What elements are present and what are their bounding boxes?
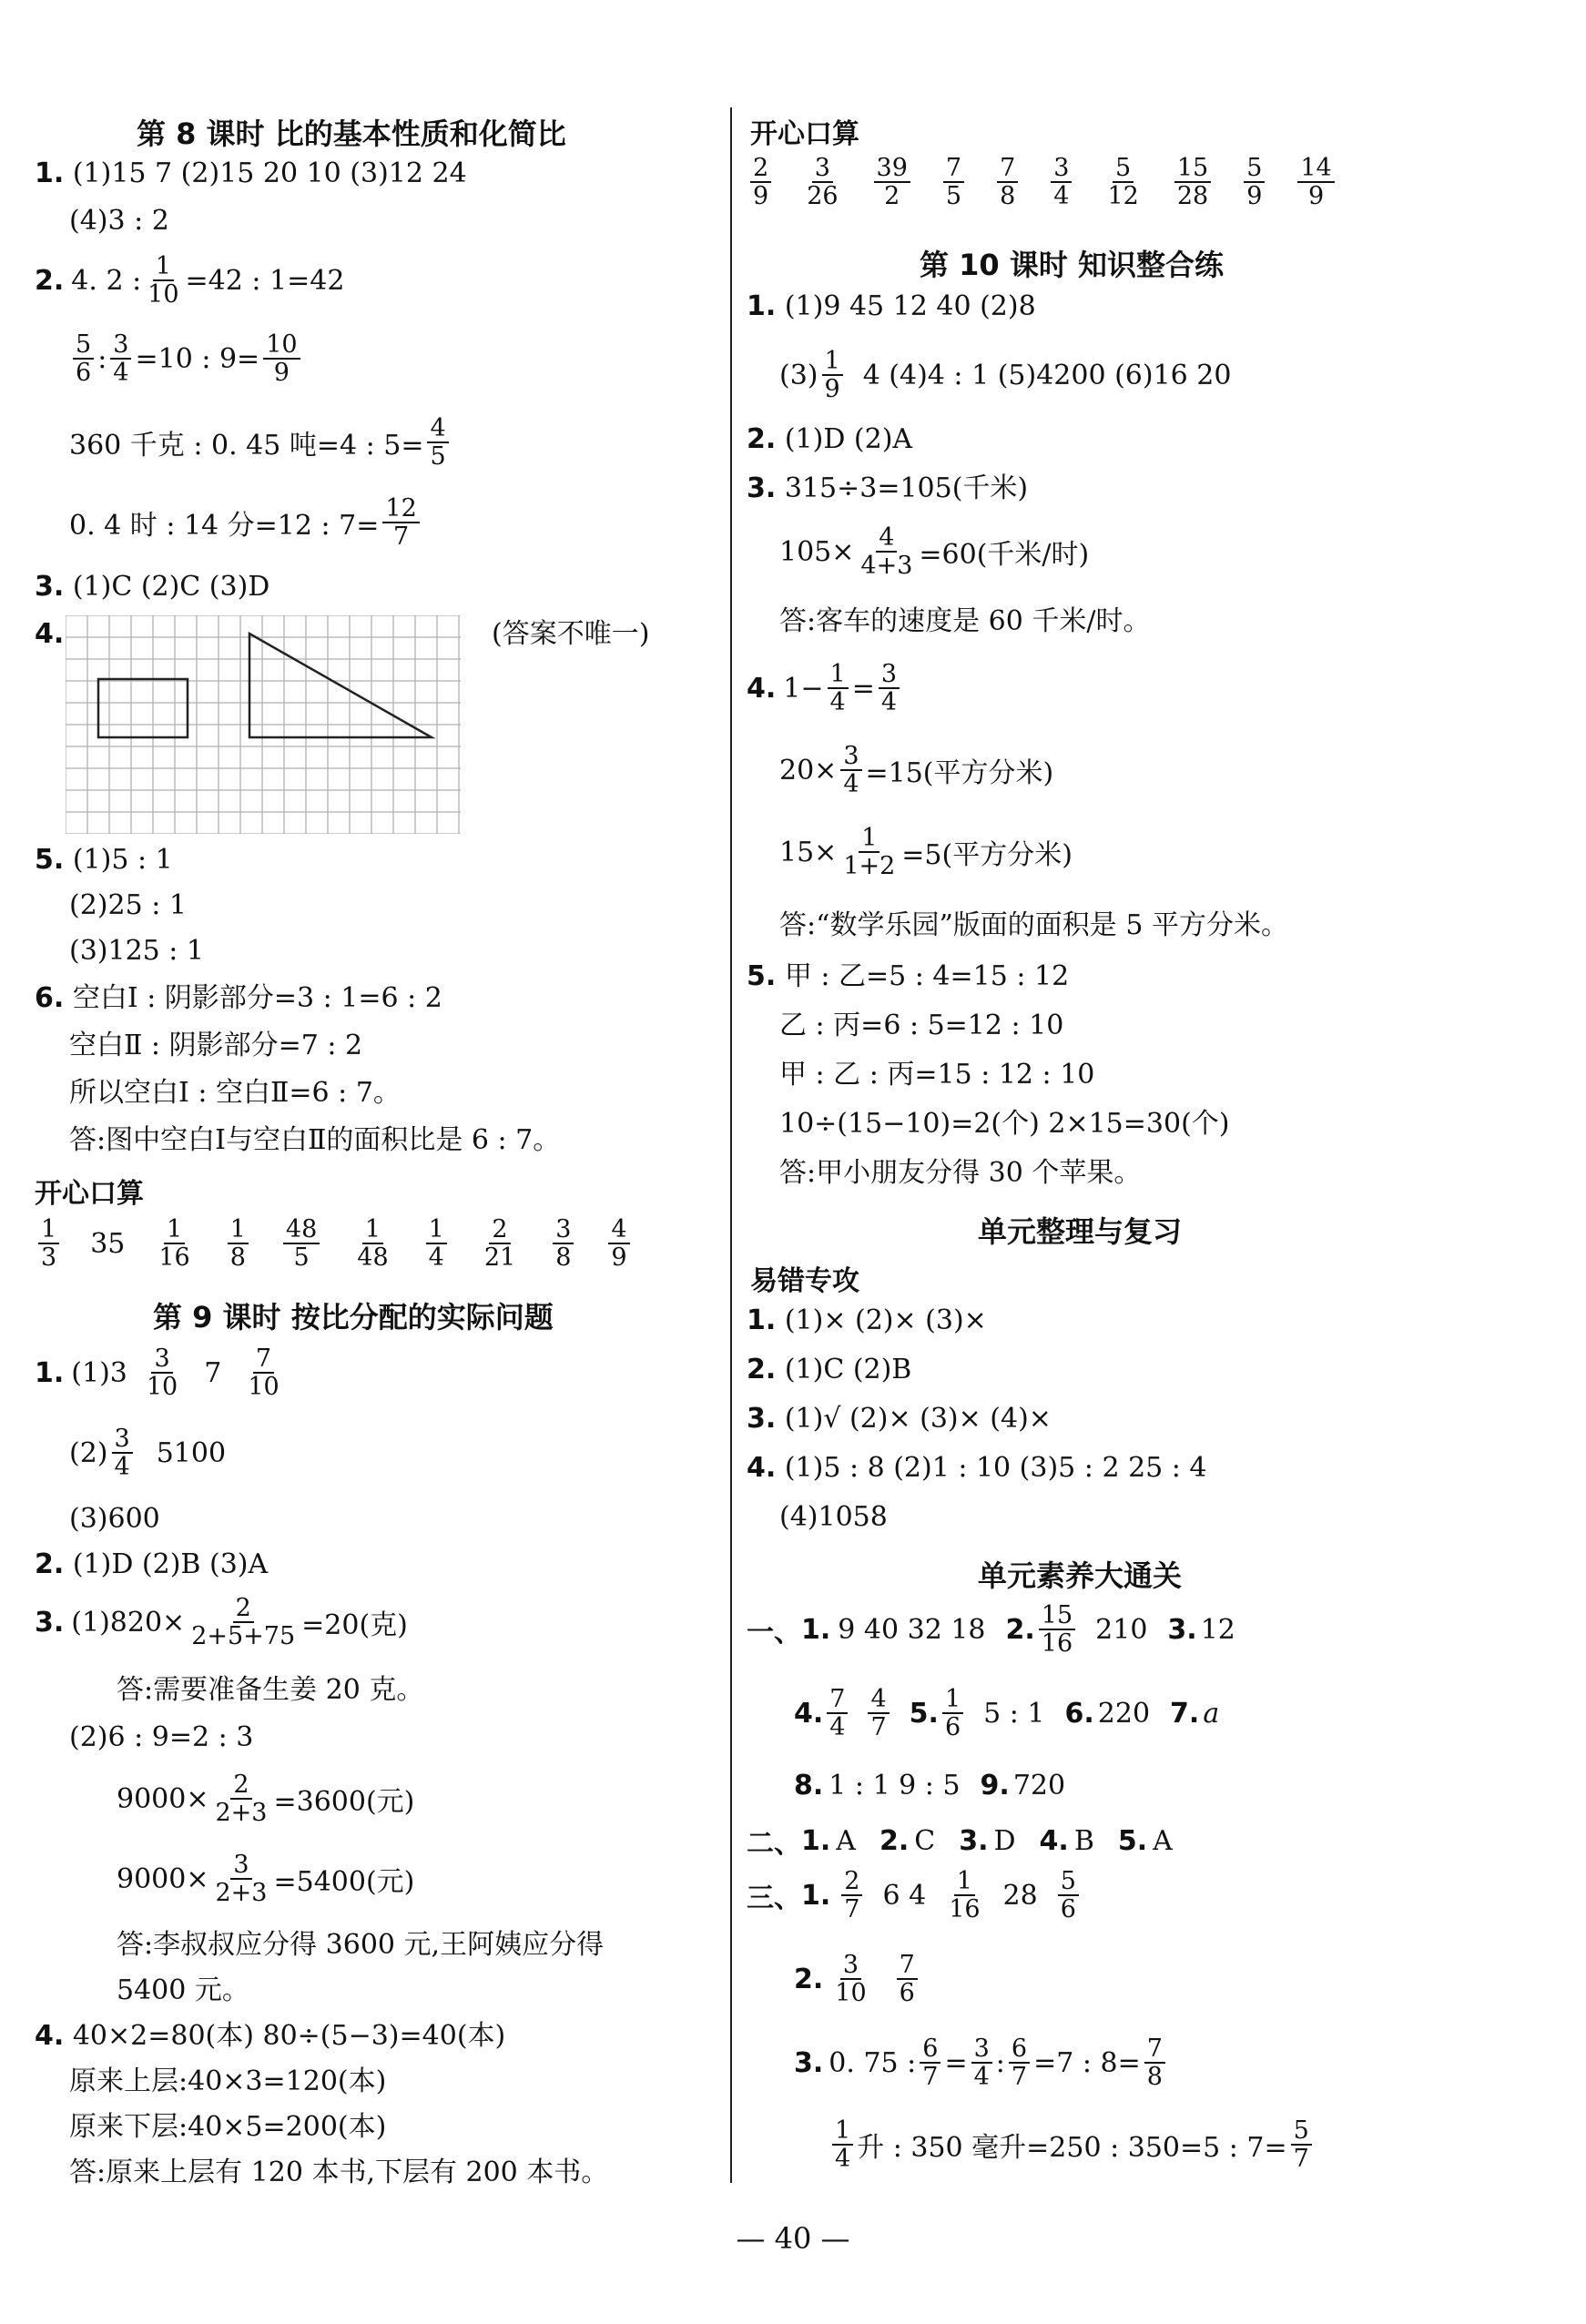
l8-q6-c: 所以空白Ⅰ : 空白Ⅱ=6 : 7。 <box>69 1077 401 1109</box>
fraction: $\frac{1}{6}$ <box>942 1686 963 1740</box>
l9-q3-line5: 9000× $\frac{3}{2+3}$ =5400(元) <box>117 1851 415 1908</box>
fraction: $\frac{6}{7}$ <box>1009 2035 1030 2090</box>
fraction: $\frac{3}{4}$ <box>840 743 861 797</box>
pass-part1-line2: 4. $\frac{7}{4}$ $\frac{4}{7}$ 5. $\frac{1}{6}$ 5 : 1 6. 220 7. a <box>794 1685 1220 1742</box>
l9-q3-answer2-cont: 5400 元。 <box>117 1974 249 2006</box>
l10-q5-a: 甲 : 乙=5 : 4=15 : 12 <box>784 960 1070 992</box>
pass-part3-line2: 2. $\frac{3}{10}$ $\frac{7}{6}$ <box>794 1952 921 2006</box>
mental-answer: $\frac{15}{28}$ <box>1174 155 1211 209</box>
l9-q1-line3: (3)600 <box>69 1503 160 1535</box>
q-number: 1. <box>747 290 777 322</box>
fraction: $\frac{1}{10}$ <box>147 252 179 310</box>
l9-q4-a: 40×2=80(本) 80÷(5−3)=40(本) <box>72 2020 506 2052</box>
mental-answer: $\frac{39}{2}$ <box>874 155 910 209</box>
l8-q2-line4: 0. 4 时 : 14 分=12 : 7= $\frac{12}{7}$ <box>69 495 423 550</box>
err-q3: (1)√ (2)× (3)× (4)× <box>784 1403 1052 1435</box>
fraction: $\frac{3}{4}$ <box>110 331 131 386</box>
q-number: 5. <box>35 844 65 876</box>
l9-q3-answer2: 答:李叔叔应分得 3600 元,王阿姨应分得 <box>117 1929 605 1961</box>
l8-q5-a: (1)5 : 1 <box>72 844 173 876</box>
l8-q6-b: 空白Ⅱ : 阴影部分=7 : 2 <box>69 1030 363 1061</box>
q-number: 4. <box>747 1452 777 1484</box>
l9-q1-line2: (2) $\frac{3}{4}$ 5100 <box>69 1425 227 1482</box>
fraction: $\frac{15}{16}$ <box>1039 1602 1075 1657</box>
l8-q2-line1 <box>35 253 344 308</box>
l10-q5-e: 答:甲小朋友分得 30 个苹果。 <box>779 1157 1142 1189</box>
l9-q4-c: 原来下层:40×5=200(本) <box>69 2111 387 2143</box>
l10-q1-a: (1)9 45 12 40 (2)8 <box>784 290 1036 322</box>
pass-title: 单元素养大通关 <box>978 1558 1183 1593</box>
fraction: $\frac{3}{10}$ <box>146 1345 178 1402</box>
column-divider <box>730 107 732 2183</box>
fraction: $\frac{3}{10}$ <box>835 1951 867 2008</box>
l10-q4-line3: 15× $\frac{1}{1+2}$ =5(平方分米) <box>779 824 1073 881</box>
lesson-9-title: 第 9 课时 按比分配的实际问题 <box>153 1300 554 1335</box>
l8-q1-answer-cont: (4)3 : 2 <box>69 205 169 237</box>
fraction: $\frac{1}{4}$ <box>832 2117 853 2172</box>
l9-q4-b: 原来上层:40×3=120(本) <box>69 2065 387 2097</box>
mental-answer: $\frac{7}{8}$ <box>997 155 1018 209</box>
l8-q6-d: 答:图中空白Ⅰ与空白Ⅱ的面积比是 6 : 7。 <box>69 1124 561 1156</box>
lesson-10-title: 第 10 课时 知识整合练 <box>920 248 1224 282</box>
fraction: $\frac{5}{7}$ <box>1291 2117 1312 2172</box>
fraction: $\frac{7}{4}$ <box>827 1686 848 1740</box>
err-q1: (1)× (2)× (3)× <box>784 1304 987 1336</box>
fraction: $\frac{4}{4+3}$ <box>860 523 913 581</box>
l10-q4-answer: 答:“数学乐园”版面的面积是 5 平方分米。 <box>779 909 1288 941</box>
review-title: 单元整理与复习 <box>978 1214 1183 1249</box>
mental-math-title: 开心口算 <box>750 118 859 150</box>
q-number: 6. <box>35 982 65 1014</box>
l9-q4-d: 答:原来上层有 120 本书,下层有 200 本书。 <box>69 2157 609 2188</box>
mental-answer: $\frac{3}{4}$ <box>1051 155 1072 209</box>
l10-q3-line2: 105× $\frac{4}{4+3}$ =60(千米/时) <box>779 523 1090 581</box>
l10-q5-d: 10÷(15−10)=2(个) 2×15=30(个) <box>779 1108 1230 1140</box>
l8-q2-line3: 360 千克 : 0. 45 吨=4 : 5= $\frac{4}{5}$ <box>69 415 452 470</box>
l8-q6-a: 空白Ⅰ : 阴影部分=3 : 1=6 : 2 <box>72 982 442 1014</box>
mental-answer: $\frac{1}{16}$ <box>158 1215 190 1273</box>
l9-q3-answer1: 答:需要准备生姜 20 克。 <box>117 1674 424 1706</box>
fraction: $\frac{7}{10}$ <box>248 1345 280 1402</box>
mental-answer: $\frac{5}{12}$ <box>1107 154 1139 211</box>
q-number: 4. <box>35 618 65 650</box>
triangle-shape <box>249 634 432 737</box>
error-section-title: 易错专攻 <box>750 1265 859 1297</box>
err-q4-a: (1)5 : 8 (2)1 : 10 (3)5 : 2 25 : 4 <box>784 1452 1207 1484</box>
mental-answer: $\frac{14}{9}$ <box>1297 155 1334 209</box>
l10-q5-b: 乙 : 丙=6 : 5=12 : 10 <box>779 1010 1064 1041</box>
q-number: 3. <box>747 472 777 504</box>
l9-q3-line3: (2)6 : 9=2 : 3 <box>69 1721 254 1753</box>
grid-lines <box>66 615 461 834</box>
l10-q4-line1: 4. 1− $\frac{1}{4}$ = $\frac{3}{4}$ <box>747 661 903 715</box>
q-number: 2. <box>747 1354 777 1385</box>
mental-answer: $\frac{1}{3}$ <box>38 1216 59 1271</box>
mental-math-answers <box>747 155 1338 209</box>
err-q2: (1)C (2)B <box>784 1354 912 1385</box>
l10-q3-answer: 答:客车的速度是 60 千米/时。 <box>779 605 1151 637</box>
fraction: $\frac{1}{16}$ <box>949 1867 981 1924</box>
mental-answer: $\frac{2}{21}$ <box>483 1215 516 1273</box>
mental-answer: $\frac{48}{5}$ <box>283 1216 320 1271</box>
l10-q4-line2: 20× $\frac{3}{4}$ =15(平方分米) <box>779 742 1054 799</box>
fraction: $\frac{1}{1+2}$ <box>843 824 896 881</box>
fraction: $\frac{2}{7}$ <box>841 1868 862 1923</box>
err-q4-b: (4)1058 <box>779 1501 888 1533</box>
l10-q3-a: 315÷3=105(千米) <box>784 472 1029 504</box>
text: 4. 2 : <box>71 264 142 297</box>
text: =42 : 1=42 <box>185 264 345 297</box>
mental-answer: $\frac{1}{4}$ <box>426 1216 447 1271</box>
l8-q5-c: (3)125 : 1 <box>69 935 205 967</box>
q-number: 2. <box>747 423 777 455</box>
fraction: $\frac{7}{6}$ <box>897 1952 918 2006</box>
fraction: $\frac{2}{2+5+75}$ <box>191 1594 296 1651</box>
lesson-8-title: 第 8 课时 比的基本性质和化简比 <box>137 117 566 151</box>
fraction: $\frac{5}{6}$ <box>1058 1868 1079 1923</box>
q-number: 2. <box>35 1548 65 1580</box>
pass-part3-line1: 三、 1. $\frac{2}{7}$ 6 4 $\frac{1}{16}$ 28 $\frac{5}{6}$ <box>747 1868 1083 1923</box>
fraction: $\frac{3}{4}$ <box>971 2035 992 2090</box>
pass-part3-line4: $\frac{1}{4}$ 升 : 350 毫升=250 : 350=5 : 7= $\frac{5}{7}$ <box>829 2117 1316 2172</box>
l8-q4-note: (答案不唯一) <box>492 618 650 650</box>
q-number: 4. <box>35 2020 65 2052</box>
mental-answer: $\frac{2}{9}$ <box>750 155 771 209</box>
q-number: 5. <box>747 960 777 992</box>
l10-q5-c: 甲 : 乙 : 丙=15 : 12 : 10 <box>779 1059 1095 1091</box>
fraction: $\frac{5}{6}$ <box>73 331 94 386</box>
mental-answer: $\frac{1}{8}$ <box>228 1216 249 1271</box>
pass-part1-line3: 8. 1 : 1 9 : 5 9. 720 <box>794 1770 1066 1801</box>
pass-part1-line1: 一、 1. 9 40 32 18 2. $\frac{15}{16}$ 210 3. 12 <box>747 1601 1235 1659</box>
l8-q5-b: (2)25 : 1 <box>69 889 187 921</box>
mental-math-answers <box>35 1216 634 1271</box>
page-number: — 40 — <box>736 2221 850 2256</box>
q-number: 3. <box>35 571 65 603</box>
mental-answer: 35 <box>90 1227 126 1260</box>
fraction: $\frac{10}{9}$ <box>263 331 300 386</box>
l8-q2-line2: $\frac{5}{6}$ : $\frac{3}{4}$ =10 : 9= $\frac{10}{9}$ <box>69 331 304 386</box>
fraction: $\frac{1}{4}$ <box>828 661 849 715</box>
grid-figure <box>66 615 461 834</box>
fraction: $\frac{3}{2+3}$ <box>215 1851 268 1908</box>
fraction: $\frac{6}{7}$ <box>920 2035 940 2090</box>
l9-q3-line1: 3. (1)820× $\frac{2}{2+5+75}$ =20(克) <box>35 1594 408 1651</box>
fraction: $\frac{4}{7}$ <box>868 1686 889 1740</box>
pass-part3-line3: 3. 0. 75 : $\frac{6}{7}$ = $\frac{3}{4}$ : $\frac{6}{7}$ =7 : 8= $\frac{7}{8}$ <box>794 2035 1169 2090</box>
l10-q2: (1)D (2)A <box>784 423 913 455</box>
mental-answer: $\frac{7}{5}$ <box>943 155 964 209</box>
fraction: $\frac{3}{4}$ <box>879 661 900 715</box>
fraction: $\frac{12}{7}$ <box>382 495 419 550</box>
fraction: $\frac{1}{9}$ <box>822 348 843 402</box>
fraction: $\frac{3}{4}$ <box>112 1426 133 1480</box>
mental-answer: $\frac{3}{8}$ <box>553 1216 574 1271</box>
q-number: 1. <box>747 1304 777 1336</box>
l9-q3-line4: 9000× $\frac{2}{2+3}$ =3600(元) <box>117 1771 415 1828</box>
mental-answer: $\frac{1}{48}$ <box>357 1215 389 1273</box>
q-number: 3. <box>747 1403 777 1435</box>
l8-q3-answer: (1)C (2)C (3)D <box>72 571 270 603</box>
fraction: $\frac{4}{5}$ <box>427 415 448 470</box>
fraction: $\frac{7}{8}$ <box>1144 2035 1165 2090</box>
l10-q1-line2: (3) $\frac{1}{9}$ 4 (4)4 : 1 (5)4200 (6)16 20 <box>779 347 1232 404</box>
mental-answer: $\frac{5}{9}$ <box>1244 155 1265 209</box>
pass-part2: 二、 1. A 2. C 3. D 4. B 5. A <box>747 1824 1173 1860</box>
mental-math-title: 开心口算 <box>35 1178 144 1210</box>
q-number: 1. <box>35 157 65 189</box>
l9-q1-line1: 1. (1)3 $\frac{3}{10}$ 7 $\frac{7}{10}$ <box>35 1345 286 1400</box>
q-number: 2. <box>35 264 65 297</box>
mental-answer: $\frac{4}{9}$ <box>608 1216 629 1271</box>
fraction: $\frac{2}{2+3}$ <box>215 1771 268 1828</box>
l9-q2-answer: (1)D (2)B (3)A <box>72 1548 269 1580</box>
l8-q1-answer: (1)15 7 (2)15 20 10 (3)12 24 <box>72 157 467 189</box>
mental-answer: $\frac{3}{26}$ <box>807 154 839 211</box>
